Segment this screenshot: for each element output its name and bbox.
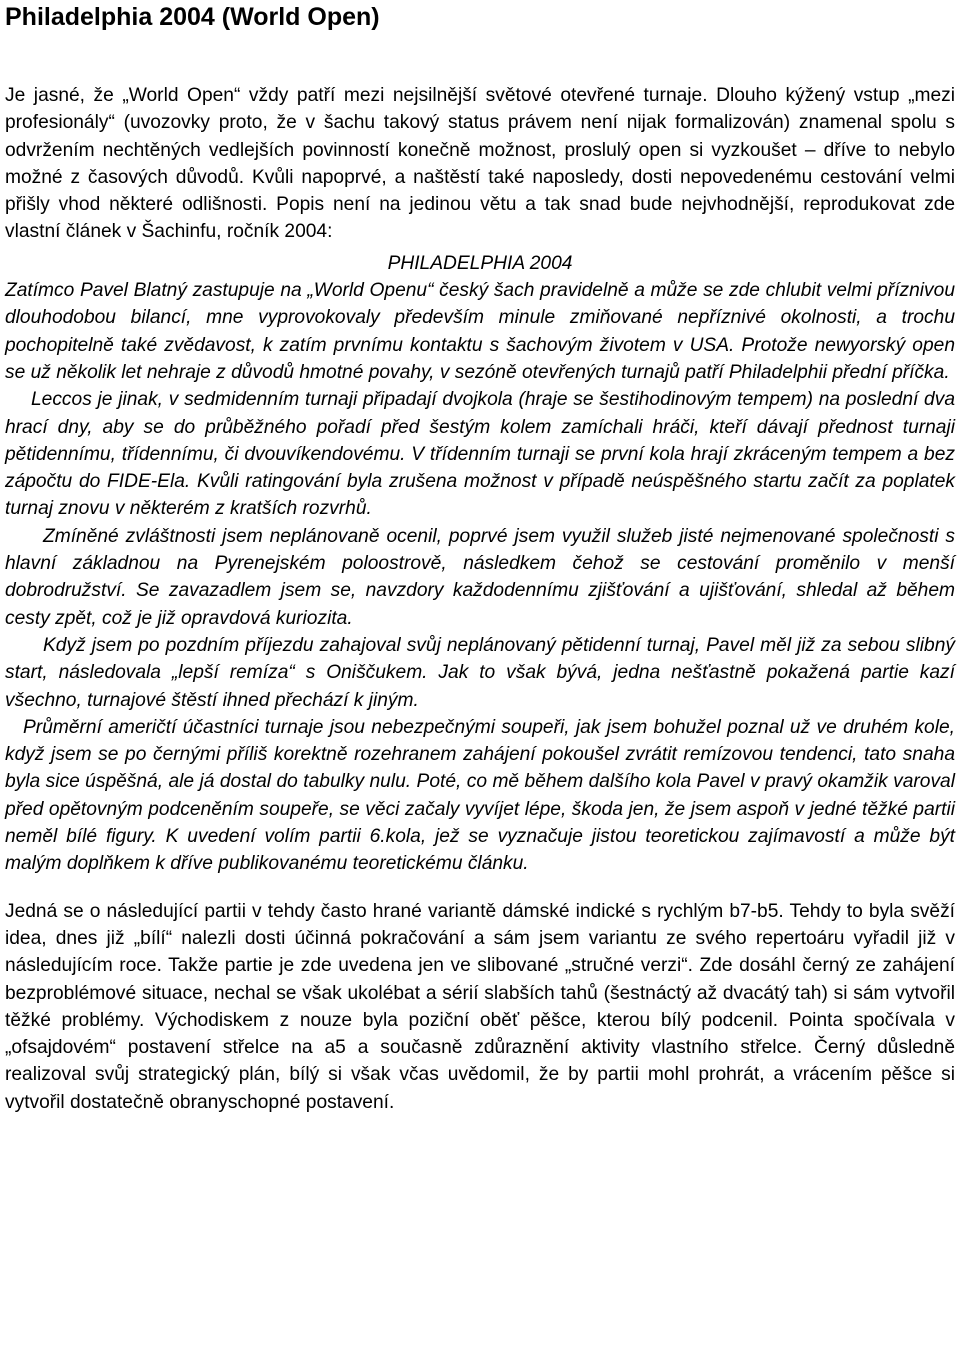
quoted-article [5, 250, 955, 878]
article-paragraph-4: Když jsem po pozdním příjezdu zahajoval svůj neplánovaný pětidenní turnaj, Pavel měl již za sebou slibný start, následovala „lepší remíza“ s Oniščukem. Jak to však bývá, jedna nešťastně pokažená partie kazí všechno, turnajové štěstí ihned přechází k jiným. [5, 634, 955, 711]
page-title: Philadelphia 2004 (World Open) [5, 3, 380, 31]
document-page [5, 0, 955, 1116]
article-heading: PHILADELPHIA 2004 [387, 252, 573, 274]
article-paragraph-2: Leccos je jinak, v sedmidenním turnaji připadají dvojkola (hraje se šestihodinovým tempem) na poslední dva hrací dny, aby se do průběžného pořadí před šestým kolem zamíchali hráči, kteří dávají přednost turnaji pětidennímu, třídennímu, či dvouvíkendovému. V třídenním turnaji se první kola hrají zkráceným tempem a bez zápočtu do FIDE-Ela. Kvůli ratingování byla zrušena možnost v případě neúspěšného startu začít za poplatek turnaj znovu v některém z kratších rozvrhů. [5, 389, 955, 520]
article-paragraph-5: Průměrní američtí účastníci turnaje jsou nebezpečnými soupeři, jak jsem bohužel poznal už ve druhém kole, když jsem se po černými příliš korektně rozehranem zahájení pokoušel zvrátit remízovou tendenci, tato snaha byla sice úspěšná, ale já dostal do tabulky nulu. Poté, co mě během dalšího kola Pavel v pravý okamžik varoval před opětovným podceněním soupeře, se věci začaly vyvíjet lépe, škoda jen, že jsem aspoň v jedné těžké partii neměl bílé figury. K uvedení volím partii 6.kola, jež se vyznačuje jistou teoretickou zajímavostí a může být malým doplňkem k dříve publikovanému teoretickému článku. [5, 716, 955, 875]
article-paragraph-3: Zmíněné zvláštnosti jsem neplánovaně ocenil, poprvé jsem využil služeb jisté nejmenované společnosti s hlavní základnou na Pyrenejském poloostrově, následkem čehož se cestování proměnilo v menší dobrodružství. Se zavazadlem jsem se, navzdory každodennímu zjišťování a ujišťování, shledal až během cesty zpět, což je již opravdová kuriozita. [5, 525, 955, 629]
closing-paragraph: Jedná se o následující partii v tehdy často hrané variantě dámské indické s rychlým b7-b5. Tehdy to byla svěží idea, dnes již „bílí“ nalezli dosti účinná pokračování a sám jsem variantu ze svého repertoáru vyřadil již v následujícím roce. Takže partie je zde uvedena jen ve slibované „stručné verzi“. Zde dosáhl černý ze zahájení bezproblémové situace, nechal se však ukolébat a sérií slabších tahů (šestnáctý až dvacátý tah) si sám vytvořil těžké problémy. Východiskem z nouze byla poziční oběť pěšce, kterou bílý podcenil. Pointa spočívala v „ofsajdovém“ postavení střelce na a5 a současně zdůraznění aktivity vlastního střelce. Černý důsledně realizoval svůj strategický plán, bílý si však včas uvědomil, že by partii mohl prohrát, a vrácením pěšce si vytvořil dostatečně obranyschopné postavení. [5, 900, 955, 1113]
intro-paragraph: Je jasné, že „World Open“ vždy patří mezi nejsilnější světové otevřené turnaje. Dlouho kýžený vstup „mezi profesionály“ (uvozovky proto, že v šachu takový status právem není nijak formalizován) znamenal spolu s odvržením nechtěných vedlejších povinností konečně možnost, proslulý open si vyzkoušet – dříve to nebylo možné z časových důvodů. Kvůli napoprvé, a naštěstí také naposledy, dosti nepovedenému cestování velmi přišly vhod některé odlišnosti. Popis není na jedinou větu a tak snad bude nejvhodnější, reprodukovat zde vlastní článek v Šachinfu, ročník 2004: [5, 85, 955, 243]
article-paragraph-1: Zatímco Pavel Blatný zastupuje na „World Openu“ český šach pravidelně a může se zde chlubit velmi příznivou dlouhodobou bilancí, mne vyprovokovaly především minule zmiňované nepříznivé okolnosti, a trochu pochopitelně také zvědavost, k zatím prvnímu kontaktu s šachovým životem v USA. Protože newyorský open se už několik let nehraje z důvodů hmotné povahy, v sezóně otevřených turnajů patří Philadelphii přední příčka. [5, 280, 955, 383]
